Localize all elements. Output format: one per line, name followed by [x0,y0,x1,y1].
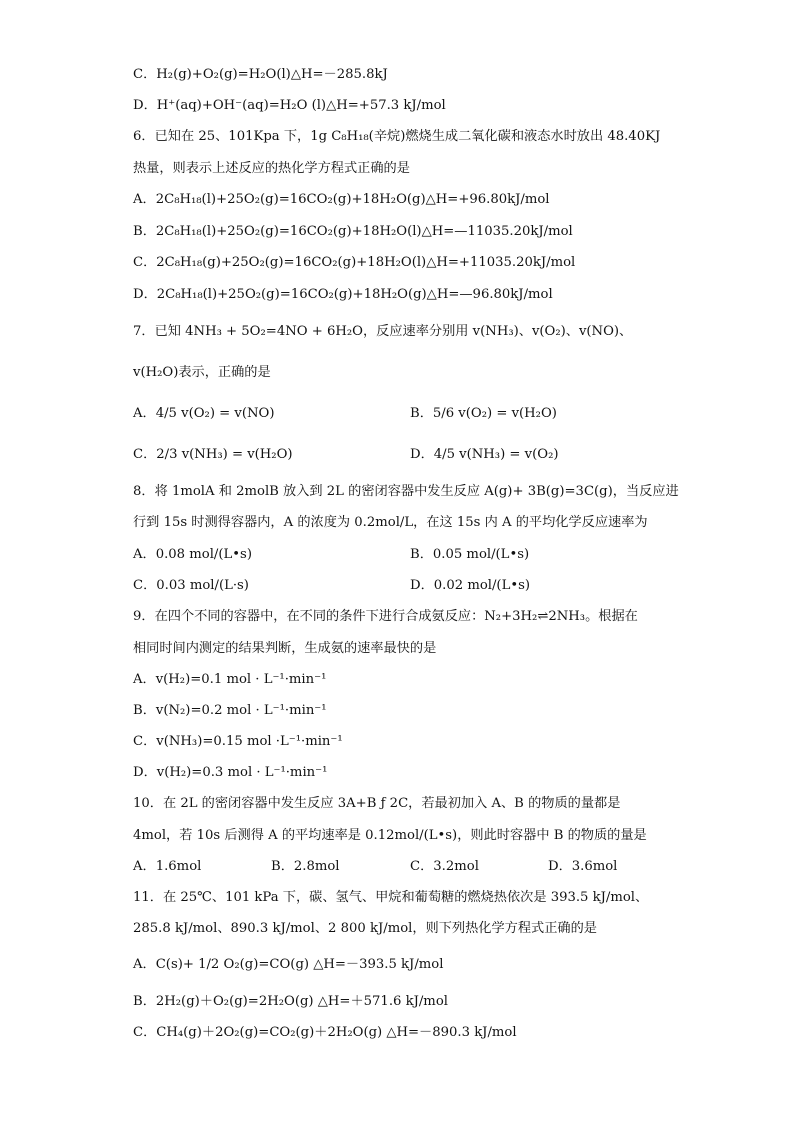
q6-stem-line2: 热量，则表示上述反应的热化学方程式正确的是 [133,161,410,176]
q9-option-a: A．v(H₂)=0.1 mol · L⁻¹·min⁻¹ [133,672,327,687]
q10-option-c: C．3.2mol [410,859,479,874]
q5-option-d: D．H⁺(aq)+OH⁻(aq)=H₂O (l)△H=+57.3 kJ/mol [133,98,446,113]
q9-option-c: C．v(NH₃)=0.15 mol ·L⁻¹·min⁻¹ [133,734,343,749]
q11-option-b: B．2H₂(g)＋O₂(g)=2H₂O(g) △H=＋571.6 kJ/mol [133,994,448,1009]
q11-stem-line2: 285.8 kJ/mol、890.3 kJ/mol、2 800 kJ/mol，则下列热化学方程式正确的是 [133,921,597,936]
q10-stem-line2: 4mol，若 10s 后测得 A 的平均速率是 0.12mol/(L•s)，则此时容器中 B 的物质的量是 [133,828,647,843]
q9-stem-line1: 9．在四个不同的容器中，在不同的条件下进行合成氨反应：N₂+3H₂⇌2NH₃。根据在 [133,609,638,624]
q9-option-d: D．v(H₂)=0.3 mol · L⁻¹·min⁻¹ [133,765,328,780]
q9-stem-line2: 相同时间内测定的结果判断，生成氨的速率最快的是 [133,641,437,656]
q9-option-b: B．v(N₂)=0.2 mol · L⁻¹·min⁻¹ [133,703,327,718]
q7-option-b: B．5/6 v(O₂) = v(H₂O) [410,406,557,421]
q11-option-a: A．C(s)+ 1/2 O₂(g)=CO(g) △H=－393.5 kJ/mol [133,957,444,972]
q6-option-d: D．2C₈H₁₈(l)+25O₂(g)=16CO₂(g)+18H₂O(g)△H=—96.80kJ/mol [133,287,553,302]
q8-stem-line1: 8．将 1molA 和 2molB 放入到 2L 的密闭容器中发生反应 A(g)+ 3B(g)=3C(g)，当反应进 [133,484,679,499]
q8-stem-line2: 行到 15s 时测得容器内，A 的浓度为 0.2mol/L，在这 15s 内 A 的平均化学反应速率为 [133,515,648,530]
q6-option-c: C．2C₈H₁₈(g)+25O₂(g)=16CO₂(g)+18H₂O(l)△H=+11035.20kJ/mol [133,255,576,270]
q8-option-d: D．0.02 mol/(L•s) [410,578,531,593]
q11-option-c: C．CH₄(g)＋2O₂(g)=CO₂(g)＋2H₂O(g) △H=－890.3 kJ/mol [133,1025,517,1040]
q8-option-b: B．0.05 mol/(L•s) [410,547,530,562]
q7-option-a: A．4/5 v(O₂) = v(NO) [133,406,275,421]
q6-option-b: B．2C₈H₁₈(l)+25O₂(g)=16CO₂(g)+18H₂O(l)△H=—11035.20kJ/mol [133,224,573,239]
q6-stem-line1: 6．已知在 25、101Kpa 下，1g C₈H₁₈(辛烷)燃烧生成二氧化碳和液态水时放出 48.40KJ [133,129,661,144]
q6-option-a: A．2C₈H₁₈(l)+25O₂(g)=16CO₂(g)+18H₂O(g)△H=+96.80kJ/mol [133,192,550,207]
q10-option-a: A．1.6mol [133,859,202,874]
q7-option-c: C．2/3 v(NH₃) = v(H₂O) [133,447,293,462]
q8-option-a: A．0.08 mol/(L•s) [133,547,252,562]
q10-stem-line1: 10．在 2L 的密闭容器中发生反应 3A+B ƒ 2C，若最初加入 A、B 的物质的量都是 [133,796,621,811]
q7-stem-line2: v(H₂O)表示，正确的是 [133,365,271,380]
q10-option-d: D．3.6mol [548,859,618,874]
q11-stem-line1: 11．在 25℃、101 kPa 下，碳、氢气、甲烷和葡萄糖的燃烧热依次是 393.5 kJ/mol、 [133,890,649,905]
q7-stem-line1: 7．已知 4NH₃ + 5O₂=4NO + 6H₂O，反应速率分别用 v(NH₃)、v(O₂)、v(NO)、 [133,324,633,339]
q8-option-c: C．0.03 mol/(L·s) [133,578,249,593]
q10-option-b: B．2.8mol [271,859,340,874]
q5-option-c: C．H₂(g)+O₂(g)=H₂O(l)△H=－285.8kJ [133,67,388,82]
q7-option-d: D．4/5 v(NH₃) = v(O₂) [410,447,559,462]
